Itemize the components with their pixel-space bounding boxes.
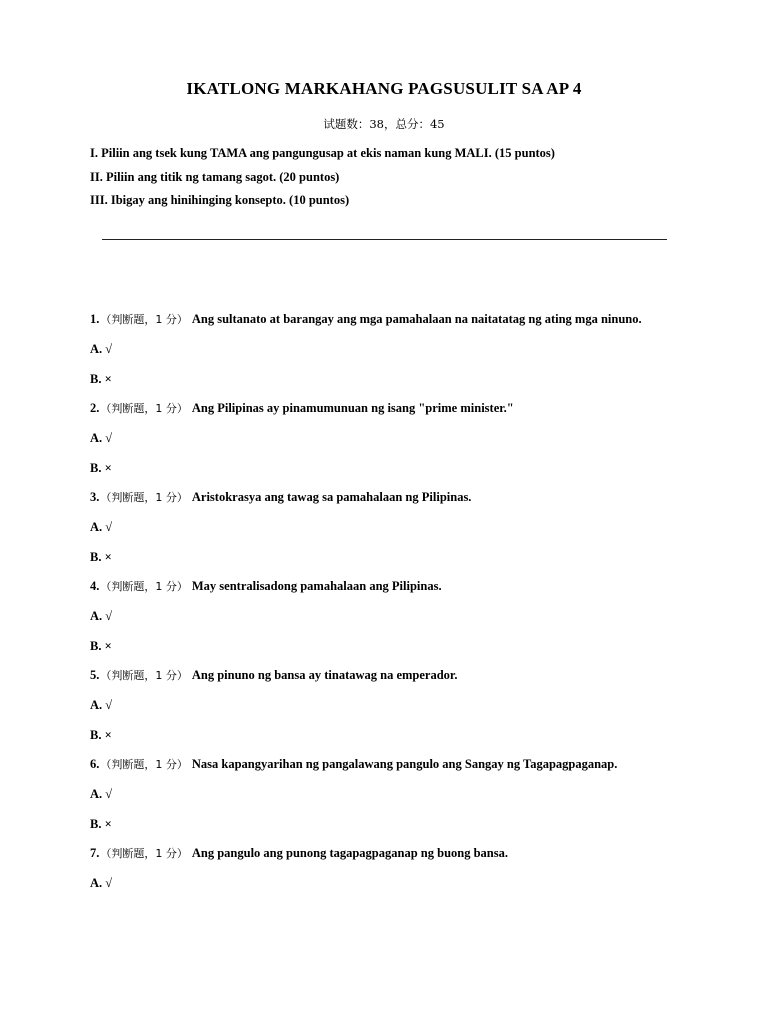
- horizontal-rule: [102, 239, 667, 240]
- option-true[interactable]: A. √: [90, 431, 113, 445]
- page-title: IKATLONG MARKAHANG PAGSUSULIT SA AP 4: [186, 79, 582, 98]
- question-text: Ang pinuno ng bansa ay tinatawag na emperador.: [191, 668, 458, 682]
- option-false[interactable]: B. ×: [90, 817, 112, 831]
- question-type-tag: （判断题，1 分）: [100, 580, 188, 593]
- option-true[interactable]: A. √: [90, 609, 113, 623]
- instruction-line: III. Ibigay ang hinihinging konsepto. (10 puntos): [90, 193, 350, 207]
- question-item: [90, 754, 690, 835]
- question-item: [90, 309, 690, 390]
- question-number: 6.: [90, 757, 100, 771]
- question-text-line: [90, 843, 690, 864]
- question-type-tag: （判断题，1 分）: [100, 402, 188, 415]
- option-false[interactable]: B. ×: [90, 639, 112, 653]
- question-type-tag: （判断题，1 分）: [100, 847, 188, 860]
- option-false[interactable]: B. ×: [90, 372, 112, 386]
- question-text-line: [90, 754, 690, 775]
- question-item: [90, 665, 690, 746]
- question-text-line: [90, 309, 690, 330]
- question-type-tag: （判断题，1 分）: [100, 669, 188, 682]
- question-text: Ang sultanato at barangay ang mga pamahalaan na naitatatag ng ating mga ninuno.: [191, 312, 642, 326]
- question-item: [90, 576, 690, 657]
- option-false[interactable]: B. ×: [90, 728, 112, 742]
- option-false[interactable]: B. ×: [90, 550, 112, 564]
- question-text-line: [90, 487, 690, 508]
- question-number: 1.: [90, 312, 100, 326]
- question-text: May sentralisadong pamahalaan ang Pilipinas.: [191, 579, 442, 593]
- question-text-line: [90, 576, 690, 597]
- option-true[interactable]: A. √: [90, 342, 113, 356]
- option-false[interactable]: B. ×: [90, 461, 112, 475]
- option-true[interactable]: A. √: [90, 876, 113, 890]
- question-number: 3.: [90, 490, 100, 504]
- option-true[interactable]: A. √: [90, 698, 113, 712]
- question-text: Ang pangulo ang punong tagapagpaganap ng buong bansa.: [191, 846, 508, 860]
- question-type-tag: （判断题，1 分）: [100, 758, 188, 771]
- question-text: Aristokrasya ang tawag sa pamahalaan ng Pilipinas.: [191, 490, 472, 504]
- instruction-line: II. Piliin ang titik ng tamang sagot. (20 puntos): [90, 169, 340, 184]
- question-type-tag: （判断题，1 分）: [100, 491, 188, 504]
- question-text: Ang Pilipinas ay pinamumunuan ng isang "prime minister.": [191, 401, 514, 415]
- question-text: Nasa kapangyarihan ng pangalawang pangulo ang Sangay ng Tagapagpaganap.: [191, 757, 618, 771]
- exam-meta: 试题数：38，总分：45: [323, 117, 445, 131]
- question-type-tag: （判断题，1 分）: [100, 313, 188, 326]
- question-number: 7.: [90, 846, 100, 860]
- question-text-line: [90, 398, 690, 419]
- question-list: [90, 309, 690, 902]
- question-number: 5.: [90, 668, 100, 682]
- question-item: [90, 843, 690, 894]
- option-true[interactable]: A. √: [90, 787, 113, 801]
- question-item: [90, 398, 690, 479]
- question-number: 4.: [90, 579, 100, 593]
- option-true[interactable]: A. √: [90, 520, 113, 534]
- question-text-line: [90, 665, 690, 686]
- instructions: [90, 144, 710, 215]
- question-item: [90, 487, 690, 568]
- instruction-line: I. Piliin ang tsek kung TAMA ang pangungusap at ekis naman kung MALI. (15 puntos): [90, 146, 555, 160]
- question-number: 2.: [90, 401, 100, 415]
